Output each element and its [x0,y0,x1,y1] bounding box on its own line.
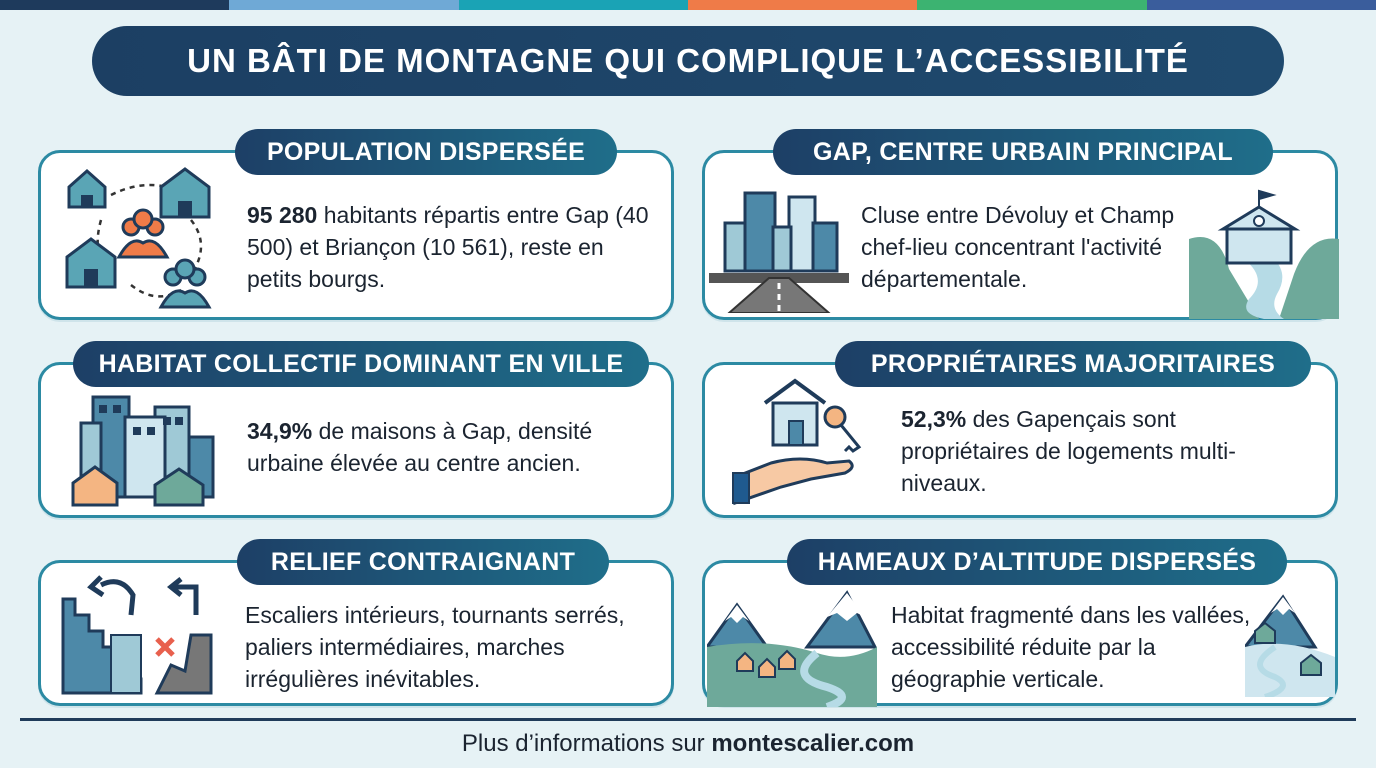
card-text [901,403,1261,499]
card-text [247,415,667,479]
card-label: RELIEF CONTRAIGNANT [237,539,609,585]
card-highlight: 95 280 [247,202,318,228]
card-description: Escaliers intérieurs, tournants serrés, paliers intermédiaires, marches irrégulières inévitables. [245,602,625,692]
card-description: Cluse entre Dévoluy et Champ chef-lieu concentrant l'activité départementale. [861,202,1175,292]
card-highlight: 52,3% [901,406,967,432]
mountain-hamlets-icon [707,577,877,707]
topbar-segment-5 [917,0,1146,10]
card-gap-centre [702,137,1338,320]
card-text [245,599,665,695]
page-title: UN BÂTI DE MONTAGNE QUI COMPLIQUE L’ACCESSIBILITÉ [187,42,1189,79]
card-label: HABITAT COLLECTIF DOMINANT EN VILLE [73,341,649,387]
city-road-icon [709,183,849,313]
footer [0,730,1376,758]
card-label: POPULATION DISPERSÉE [235,129,617,175]
card-proprietaires [702,349,1338,518]
title-banner [92,26,1284,96]
card-description: des Gapençais sont propriétaires de logements multi-niveaux. [901,406,1236,496]
footer-divider [20,718,1356,721]
card-description: habitants répartis entre Gap (40 500) et Briançon (10 561), reste en petits bourgs. [247,202,649,292]
card-text [247,199,657,295]
topbar-segment-3 [459,0,688,10]
card-description: de maisons à Gap, densité urbaine élevée au centre ancien. [247,418,593,476]
top-color-bar [0,0,1376,10]
valley-river-houses-icon [1245,577,1335,697]
card-population [38,137,674,320]
website-link[interactable]: montescalier.com [711,730,915,757]
dispersed-population-icon [61,165,221,315]
topbar-segment-1 [0,0,229,10]
townhall-valley-icon [1189,189,1339,319]
stairs-turns-icon [61,575,221,695]
card-highlight: 34,9% [247,418,313,444]
card-label: HAMEAUX D’ALTITUDE DISPERSÉS [787,539,1287,585]
card-label: GAP, CENTRE URBAIN PRINCIPAL [773,129,1273,175]
topbar-segment-6 [1147,0,1376,10]
card-text [891,599,1251,695]
footer-prefix: Plus d’informations sur [461,730,712,757]
apartment-buildings-icon [71,387,221,507]
card-relief [38,547,674,706]
topbar-segment-4 [688,0,917,10]
card-habitat-collectif [38,349,674,518]
card-description: Habitat fragmenté dans les vallées, accessibilité réduite par la géographie verticale. [891,602,1251,692]
house-key-hand-icon [731,377,881,507]
topbar-segment-2 [229,0,458,10]
card-hameaux [702,547,1338,706]
card-text [861,199,1221,295]
card-label: PROPRIÉTAIRES MAJORITAIRES [835,341,1311,387]
